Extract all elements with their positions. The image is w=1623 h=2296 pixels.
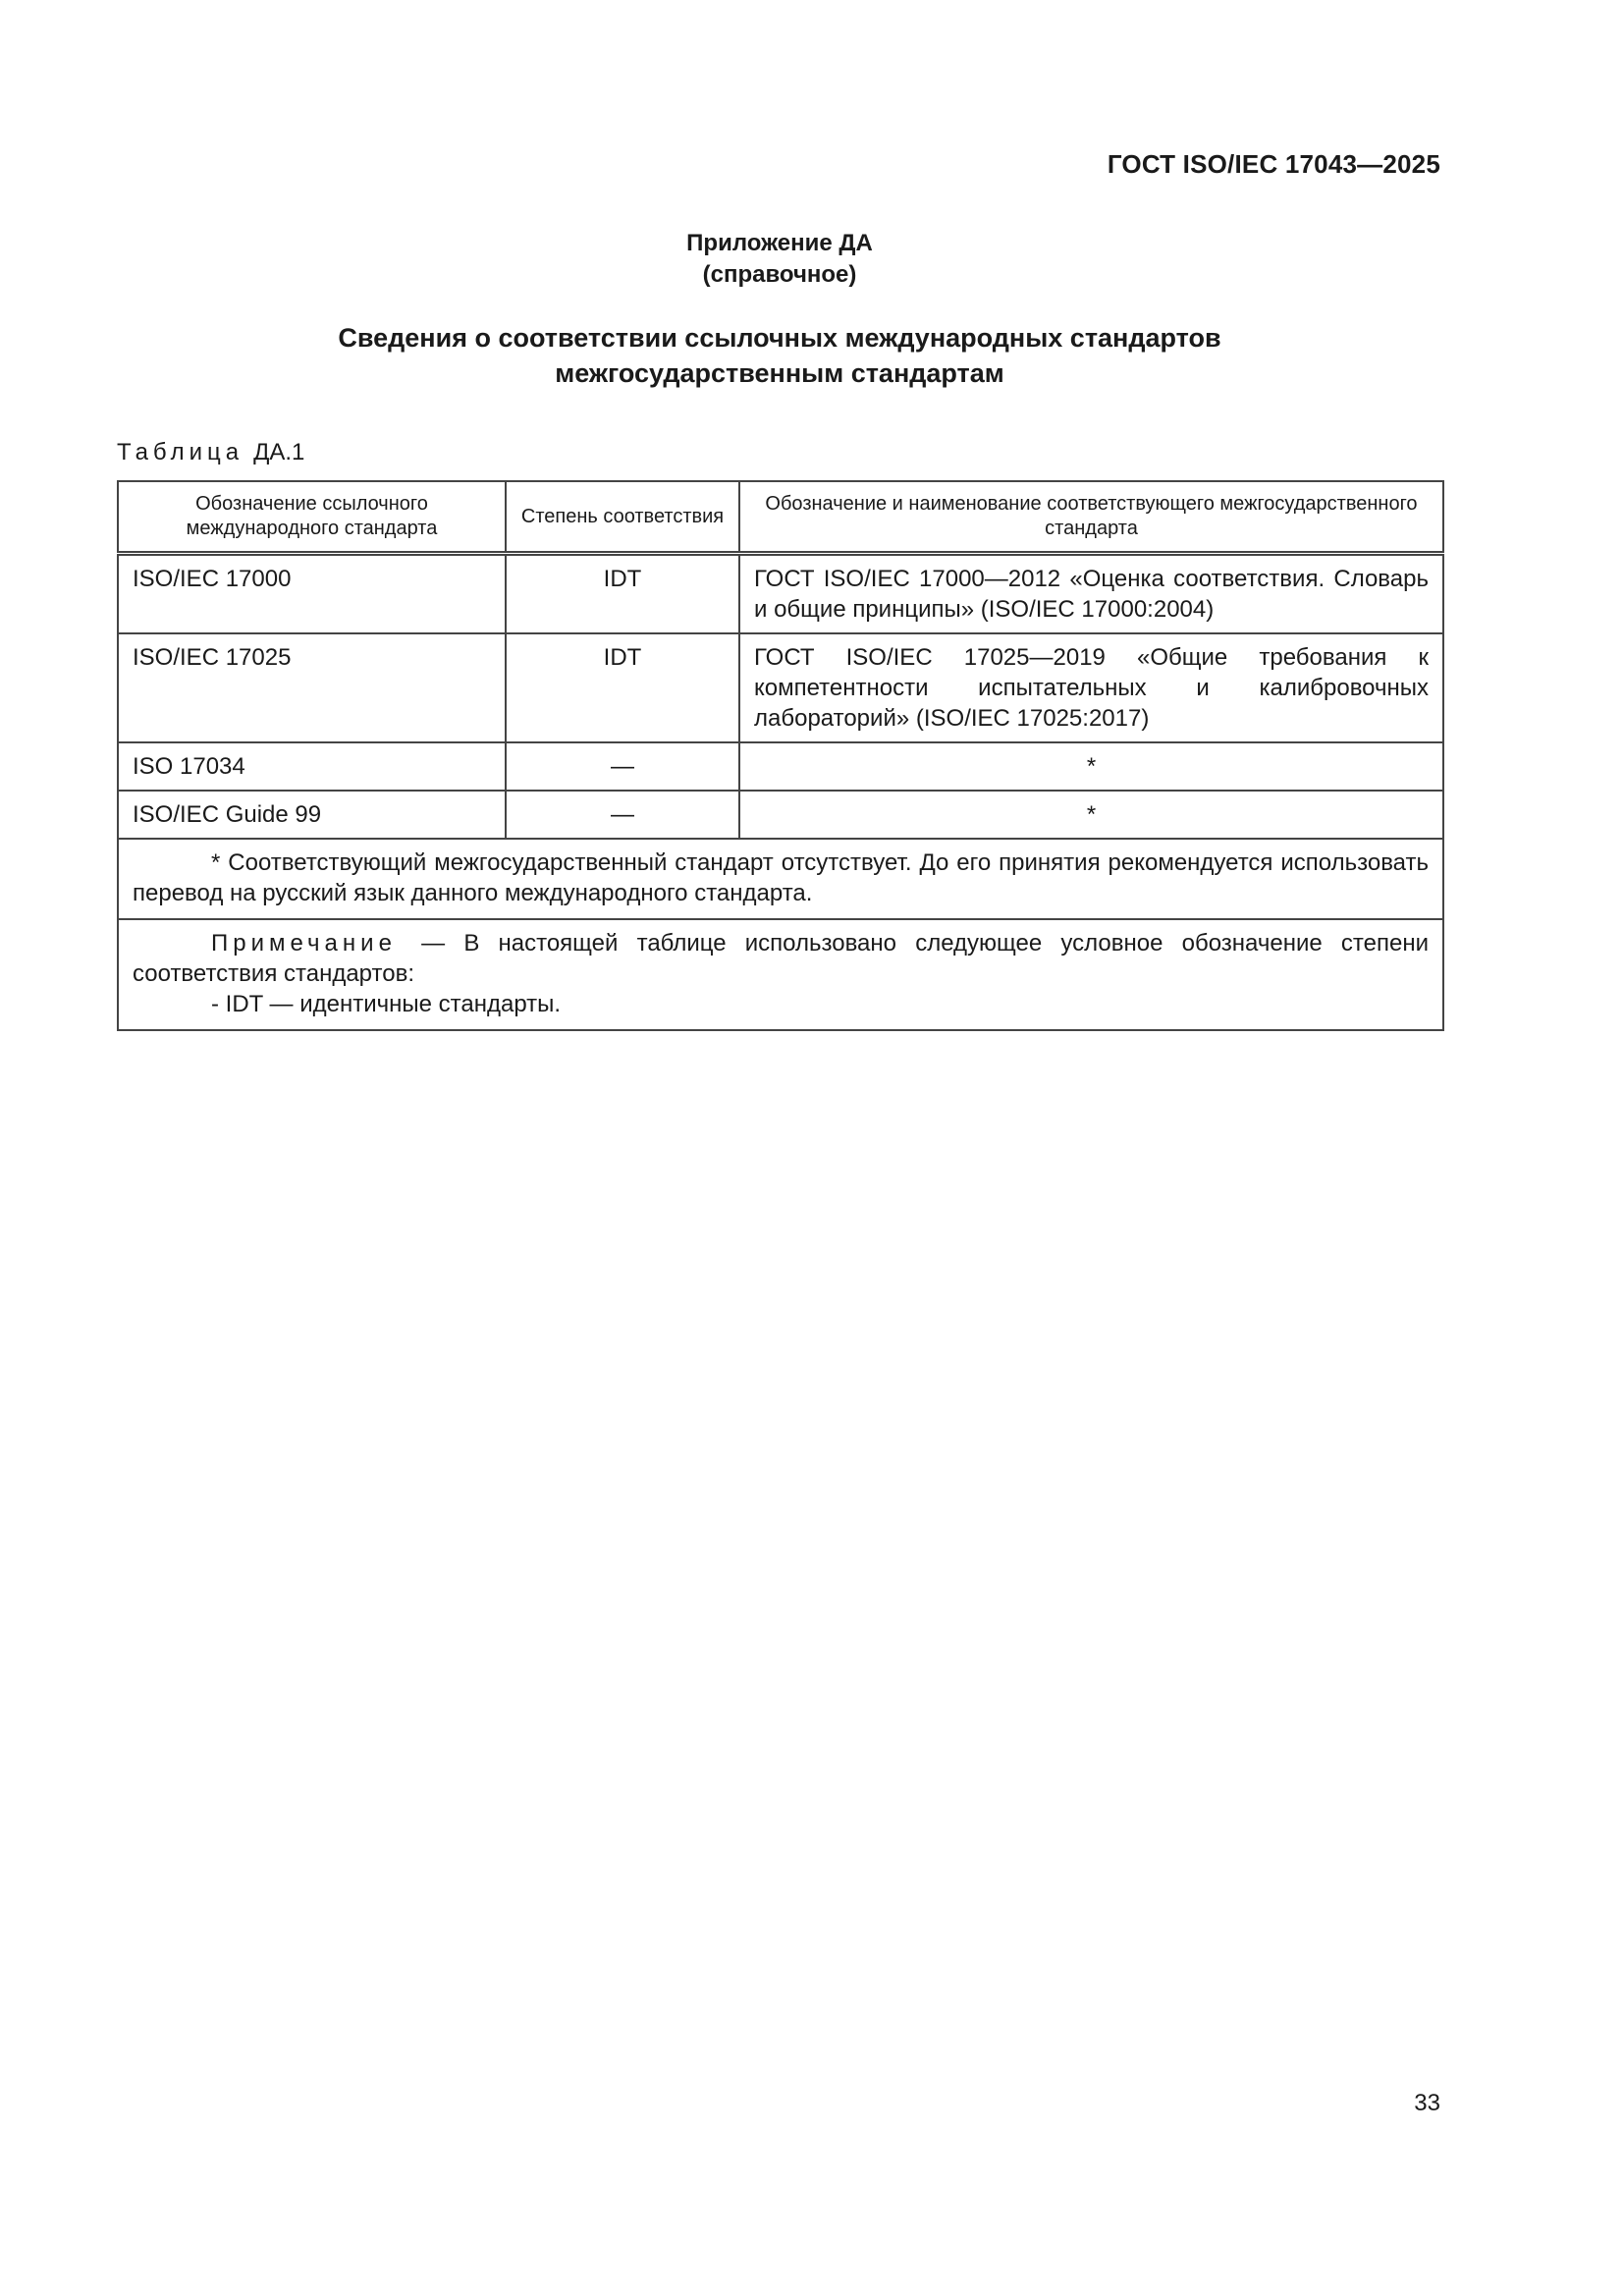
standards-table <box>117 480 1444 1031</box>
annex-kind: (справочное) <box>702 261 857 288</box>
table-caption <box>117 439 304 466</box>
cell-name: ГОСТ ISO/IEC 17025—2019 «Общие требования к компетентности испытательных и калибровочных лабораторий» (ISO/IEC 17025:2017) <box>739 633 1443 742</box>
table-note <box>118 919 1443 1030</box>
annex-title-line1: Сведения о соответствии ссылочных международных стандартов <box>338 323 1221 353</box>
cell-ref: ISO/IEC 17000 <box>118 554 506 634</box>
table-caption-word: Таблица <box>117 439 244 465</box>
cell-degree: IDT <box>506 633 739 742</box>
annex-title-line2: межгосударственным стандартам <box>555 358 1004 388</box>
table-footnote <box>118 839 1443 919</box>
cell-name: * <box>739 742 1443 791</box>
table-row <box>118 742 1443 791</box>
cell-name: * <box>739 791 1443 839</box>
cell-degree: IDT <box>506 554 739 634</box>
table-row <box>118 633 1443 742</box>
footnote-text: * Соответствующий межгосударственный стандарт отсутствует. До его принятия рекомендуется использовать перевод на русский язык данного международного стандарта. <box>133 849 1429 906</box>
note-item: - IDT — идентичные стандарты. <box>211 991 562 1017</box>
cell-ref: ISO/IEC Guide 99 <box>118 791 506 839</box>
table-caption-number: ДА.1 <box>253 439 305 465</box>
cell-degree: — <box>506 791 739 839</box>
footnote-row <box>118 839 1443 919</box>
table-header-row <box>118 481 1443 554</box>
note-label: Примечание <box>211 930 397 957</box>
header-degree: Степень соответствия <box>506 481 739 554</box>
document-code: ГОСТ ISO/IEC 17043—2025 <box>1107 149 1440 179</box>
note-row <box>118 919 1443 1030</box>
note-text: — В настоящей таблице использовано следующее условное обозначение степени соответствия стандартов: <box>133 930 1430 987</box>
table-row <box>118 554 1443 634</box>
annex-name: Приложение ДА <box>686 230 873 256</box>
cell-name: ГОСТ ISO/IEC 17000—2012 «Оценка соответствия. Словарь и общие принципы» (ISO/IEC 17000:2004) <box>739 554 1443 634</box>
table-row <box>118 791 1443 839</box>
cell-ref: ISO/IEC 17025 <box>118 633 506 742</box>
cell-ref: ISO 17034 <box>118 742 506 791</box>
cell-degree: — <box>506 742 739 791</box>
header-ref-standard: Обозначение ссылочного международного стандарта <box>118 481 506 554</box>
annex-heading <box>0 228 1559 291</box>
annex-title <box>0 320 1559 391</box>
page-number: 33 <box>1414 2090 1440 2116</box>
header-interstate-standard: Обозначение и наименование соответствующего межгосударственного стандарта <box>739 481 1443 554</box>
